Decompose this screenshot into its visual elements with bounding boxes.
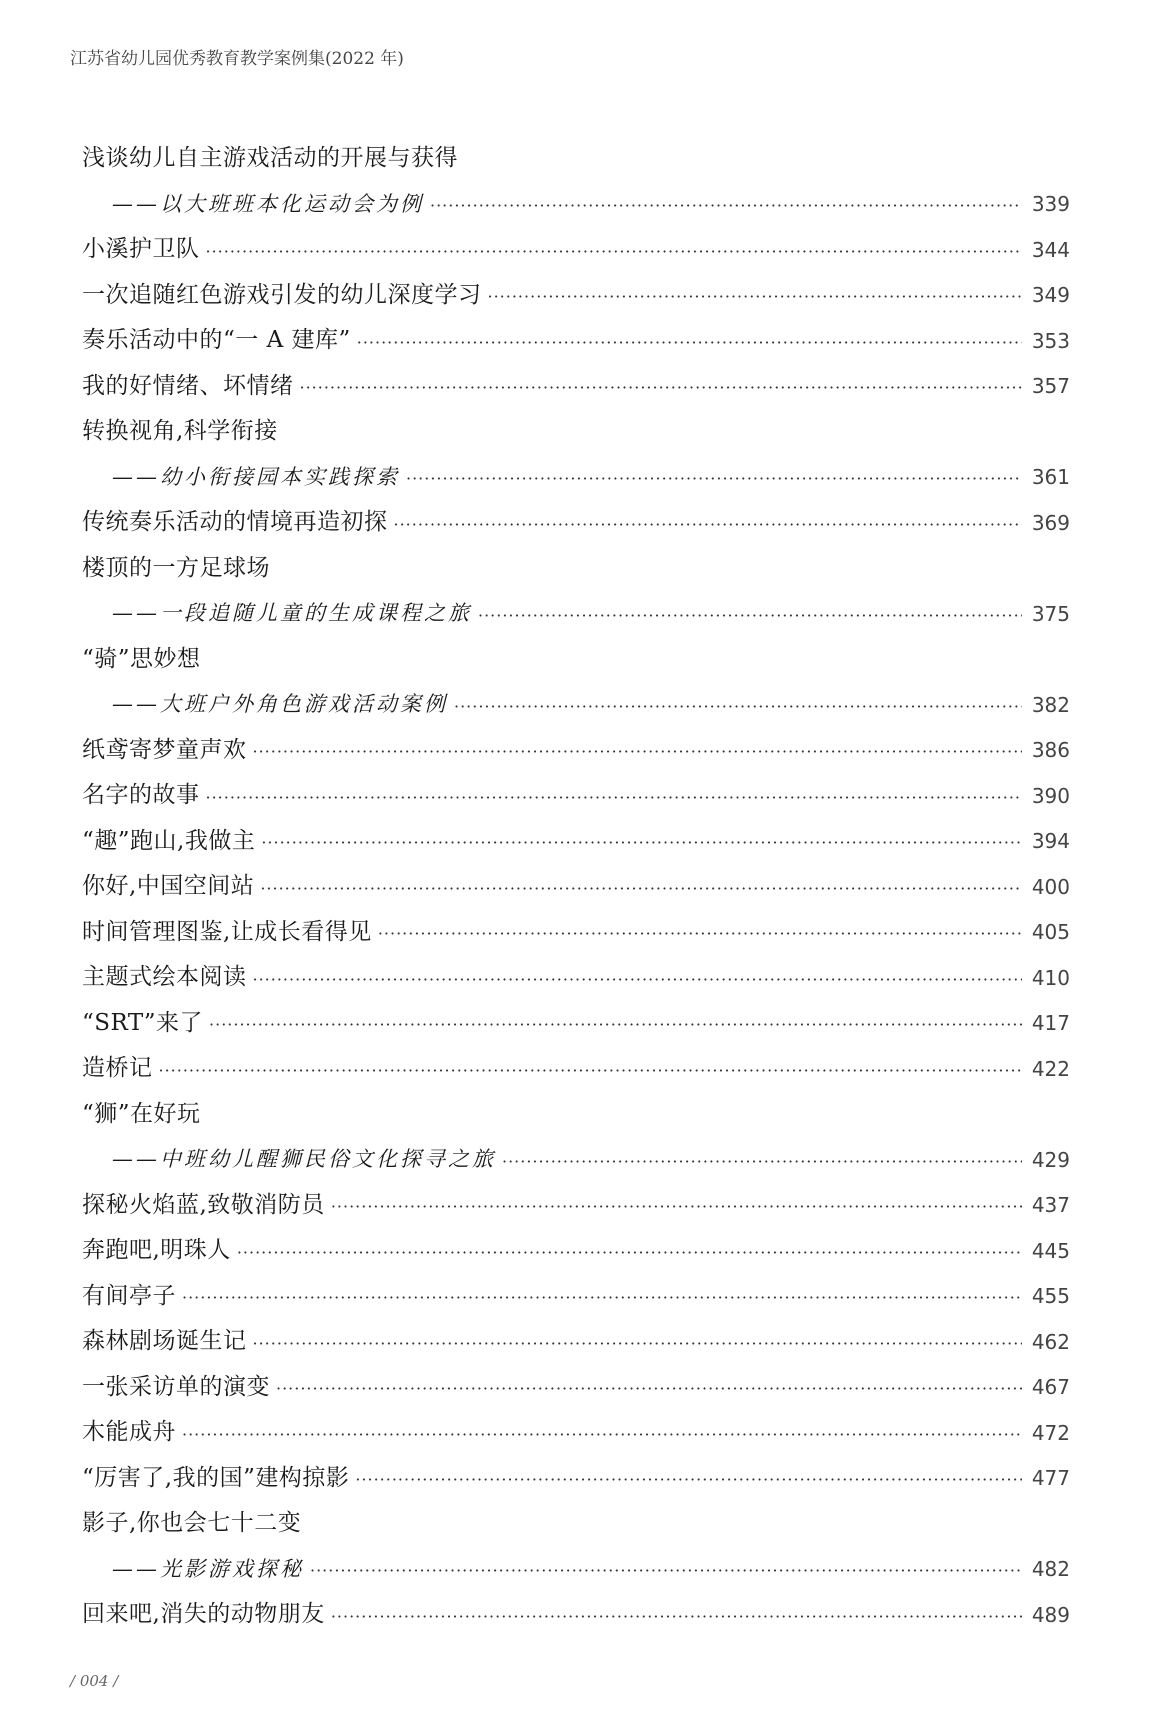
leader-dots bbox=[454, 699, 1022, 715]
toc-page-number: 390 bbox=[1031, 783, 1070, 808]
leader-dots bbox=[357, 335, 1022, 351]
toc-entry-row bbox=[82, 864, 1070, 910]
leader-dots bbox=[253, 972, 1023, 988]
toc-page-number: 410 bbox=[1031, 965, 1070, 990]
toc-entry-row bbox=[82, 546, 1070, 592]
toc-title: 一次追随红色游戏引发的幼儿深度学习 bbox=[82, 281, 482, 308]
leader-dots bbox=[478, 608, 1022, 624]
toc-title: 浅谈幼儿自主游戏活动的开展与获得 bbox=[82, 145, 458, 172]
leader-dots bbox=[209, 1017, 1022, 1033]
page-number: / 004 / bbox=[70, 1672, 119, 1690]
toc-subtitle: ——大班户外角色游戏活动案例 bbox=[112, 692, 448, 717]
toc-title: 主题式绘本阅读 bbox=[82, 964, 247, 991]
leader-dots bbox=[331, 1199, 1022, 1215]
toc-entry-row bbox=[82, 1183, 1070, 1229]
toc-entry-row bbox=[82, 955, 1070, 1001]
toc-title: 奏乐活动中的“一 A 建库” bbox=[82, 327, 351, 354]
toc-entry-row bbox=[82, 773, 1070, 819]
toc-entry-row bbox=[82, 1365, 1070, 1411]
toc-entry-row bbox=[82, 364, 1070, 410]
toc-page-number: 369 bbox=[1031, 510, 1070, 535]
toc-title: “厉害了,我的国”建构掠影 bbox=[82, 1464, 350, 1491]
toc-subtitle-row bbox=[82, 591, 1070, 637]
leader-dots bbox=[253, 1336, 1023, 1352]
toc-page-number: 375 bbox=[1031, 601, 1070, 626]
toc-entry-row bbox=[82, 227, 1070, 273]
leader-dots bbox=[300, 380, 1023, 396]
toc-subtitle-row bbox=[82, 1547, 1070, 1593]
leader-dots bbox=[260, 881, 1022, 897]
running-header: 江苏省幼儿园优秀教育教学案例集(2022 年) bbox=[70, 49, 404, 69]
leader-dots bbox=[253, 744, 1023, 760]
toc-entry-row bbox=[82, 1319, 1070, 1365]
toc-subtitle-row bbox=[82, 455, 1070, 501]
toc-title: 时间管理图鉴,让成长看得见 bbox=[82, 918, 372, 945]
leader-dots bbox=[355, 1472, 1022, 1488]
leader-dots bbox=[378, 926, 1022, 942]
toc-title: 你好,中国空间站 bbox=[82, 873, 255, 900]
toc-entry-row bbox=[82, 1456, 1070, 1502]
leader-dots bbox=[276, 1381, 1022, 1397]
toc-page-number: 462 bbox=[1031, 1329, 1070, 1354]
toc-page-number: 349 bbox=[1031, 283, 1070, 308]
leader-dots bbox=[206, 790, 1023, 806]
toc-subtitle: ——幼小衔接园本实践探索 bbox=[112, 464, 400, 489]
leader-dots bbox=[159, 1063, 1023, 1079]
toc-page-number: 417 bbox=[1031, 1011, 1070, 1036]
toc-page-number: 455 bbox=[1031, 1284, 1070, 1309]
toc-page-number: 429 bbox=[1031, 1147, 1070, 1172]
leader-dots bbox=[502, 1154, 1022, 1170]
toc-title: “狮”在好玩 bbox=[82, 1100, 201, 1127]
toc-title: 木能成舟 bbox=[82, 1419, 176, 1446]
toc-entry-row bbox=[82, 409, 1070, 455]
toc-page-number: 394 bbox=[1031, 829, 1070, 854]
toc-entry-row bbox=[82, 136, 1070, 182]
toc-title: 有间亭子 bbox=[82, 1282, 176, 1309]
toc-entry-row bbox=[82, 500, 1070, 546]
toc-title: 我的好情绪、坏情绪 bbox=[82, 372, 294, 399]
leader-dots bbox=[488, 289, 1023, 305]
toc-entry-row bbox=[82, 728, 1070, 774]
toc-page-number: 361 bbox=[1031, 465, 1070, 490]
toc-title: 奔跑吧,明珠人 bbox=[82, 1237, 231, 1264]
toc-page-number: 382 bbox=[1031, 692, 1070, 717]
toc-title: 纸鸢寄梦童声欢 bbox=[82, 736, 247, 763]
toc-page-number: 405 bbox=[1031, 920, 1070, 945]
toc-title: “SRT”来了 bbox=[82, 1009, 204, 1036]
leader-dots bbox=[182, 1290, 1022, 1306]
toc-page-number: 339 bbox=[1031, 192, 1070, 217]
toc-entry-row bbox=[82, 1592, 1070, 1638]
toc-page-number: 357 bbox=[1031, 374, 1070, 399]
toc-page-number: 445 bbox=[1031, 1238, 1070, 1263]
toc-page-number: 422 bbox=[1031, 1056, 1070, 1081]
toc-page-number: 344 bbox=[1031, 237, 1070, 262]
toc-entry-row bbox=[82, 910, 1070, 956]
toc-entry-row bbox=[82, 318, 1070, 364]
table-of-contents bbox=[82, 136, 1070, 1638]
toc-entry-row bbox=[82, 1228, 1070, 1274]
toc-title: 转换视角,科学衔接 bbox=[82, 418, 278, 445]
toc-subtitle-row bbox=[82, 182, 1070, 228]
toc-title: “趣”跑山,我做主 bbox=[82, 827, 256, 854]
leader-dots bbox=[261, 835, 1022, 851]
toc-subtitle-row bbox=[82, 1137, 1070, 1183]
leader-dots bbox=[331, 1609, 1022, 1625]
toc-page-number: 477 bbox=[1031, 1466, 1070, 1491]
toc-title: 回来吧,消失的动物朋友 bbox=[82, 1601, 325, 1628]
toc-entry-row bbox=[82, 1092, 1070, 1138]
leader-dots bbox=[310, 1563, 1022, 1579]
toc-title: “骑”思妙想 bbox=[82, 645, 201, 672]
toc-page-number: 400 bbox=[1031, 874, 1070, 899]
toc-title: 楼顶的一方足球场 bbox=[82, 554, 270, 581]
toc-page-number: 472 bbox=[1031, 1420, 1070, 1445]
toc-title: 名字的故事 bbox=[82, 782, 200, 809]
toc-entry-row bbox=[82, 1501, 1070, 1547]
toc-subtitle: ——一段追随儿童的生成课程之旅 bbox=[112, 601, 472, 626]
toc-title: 传统奏乐活动的情境再造初探 bbox=[82, 509, 388, 536]
toc-subtitle: ——以大班班本化运动会为例 bbox=[112, 191, 424, 216]
leader-dots bbox=[394, 517, 1023, 533]
toc-page-number: 386 bbox=[1031, 738, 1070, 763]
toc-page-number: 467 bbox=[1031, 1375, 1070, 1400]
leader-dots bbox=[430, 198, 1022, 214]
toc-subtitle: ——中班幼儿醒狮民俗文化探寻之旅 bbox=[112, 1147, 496, 1172]
toc-entry-row bbox=[82, 1274, 1070, 1320]
toc-entry-row bbox=[82, 273, 1070, 319]
leader-dots bbox=[206, 244, 1023, 260]
toc-title: 小溪护卫队 bbox=[82, 236, 200, 263]
toc-title: 影子,你也会七十二变 bbox=[82, 1510, 302, 1537]
toc-entry-row bbox=[82, 1001, 1070, 1047]
toc-entry-row bbox=[82, 637, 1070, 683]
toc-entry-row bbox=[82, 1410, 1070, 1456]
toc-page-number: 353 bbox=[1031, 328, 1070, 353]
toc-entry-row bbox=[82, 819, 1070, 865]
toc-subtitle-row bbox=[82, 682, 1070, 728]
toc-subtitle: ——光影游戏探秘 bbox=[112, 1556, 304, 1581]
toc-page-number: 482 bbox=[1031, 1557, 1070, 1582]
leader-dots bbox=[182, 1427, 1022, 1443]
toc-title: 探秘火焰蓝,致敬消防员 bbox=[82, 1191, 325, 1218]
leader-dots bbox=[406, 471, 1022, 487]
toc-title: 森林剧场诞生记 bbox=[82, 1328, 247, 1355]
toc-page-number: 437 bbox=[1031, 1193, 1070, 1218]
toc-page-number: 489 bbox=[1031, 1602, 1070, 1627]
leader-dots bbox=[237, 1245, 1022, 1261]
toc-title: 造桥记 bbox=[82, 1055, 153, 1082]
toc-entry-row bbox=[82, 1046, 1070, 1092]
toc-title: 一张采访单的演变 bbox=[82, 1373, 270, 1400]
